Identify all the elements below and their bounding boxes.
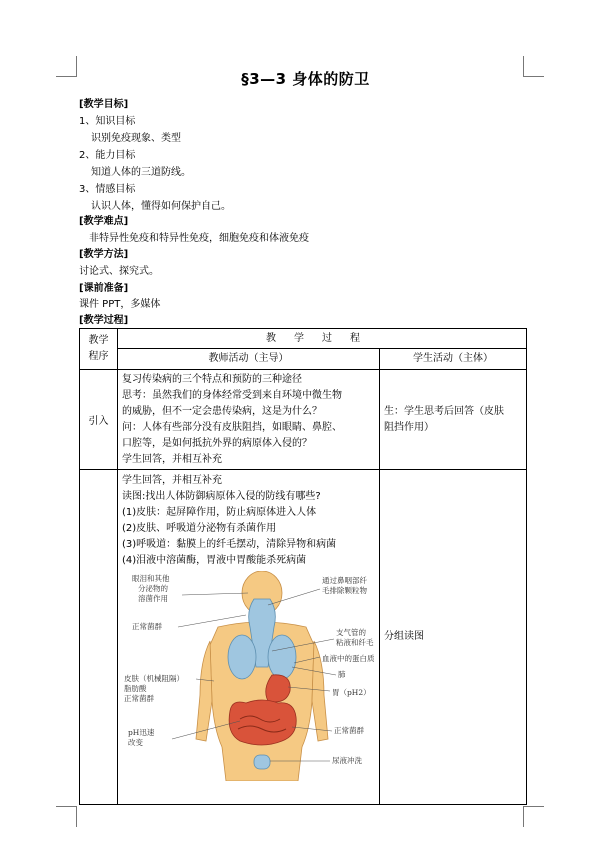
prep-heading: [课前准备] [79,283,129,294]
label-urine: 尿液冲洗 [332,756,362,765]
label-tears: 溶菌作用 [138,594,168,603]
teacher-activity-intro [118,370,380,470]
process-table [79,328,527,805]
process-heading: [教学过程] [79,315,129,326]
prep-text: 课件 PPT，多媒体 [79,299,161,310]
teacher-line: (2)皮肤、呼吸道分泌物有杀菌作用 [122,523,277,534]
student-line: 分组读图 [384,631,424,642]
teacher-line: 读图:找出人体防御病原体入侵的防线有哪些? [122,491,321,502]
teacher-line: 学生回答，并相互补充 [122,453,222,465]
stomach-shape [266,675,290,702]
teacher-line: 复习传染病的三个特点和预防的三种途径 [122,373,302,385]
crop-mark-bottom-left [56,806,77,827]
program-header-cell [80,329,118,370]
difficulty-text: 非特异性免疫和特异性免疫，细胞免疫和体液免疫 [89,233,309,244]
label-ph: pH迅速 [128,728,155,737]
teacher-activity-reading [118,470,380,805]
goal1-label: 1、知识目标 [79,116,136,127]
label-nasal-hair: 通过鼻咽部纤 [322,576,367,585]
student-activity-intro [380,370,527,470]
label-bronchi: 粘液和纤毛 [336,638,374,647]
right-lung-shape [268,635,296,679]
left-lung-shape [228,635,256,679]
label-normal-flora: 正常菌群 [132,622,162,631]
goal1-text: 识别免疫现象、类型 [91,133,181,144]
teacher-line: 口腔等，是如何抵抗外界的病原体入侵的？ [122,437,312,449]
goal3-label: 3、情感目标 [79,184,136,195]
difficulty-heading: [教学难点] [79,216,129,227]
leader-line [182,593,248,595]
method-heading: [教学方法] [79,249,129,260]
process-header: 教学过程 [118,329,527,349]
teacher-activity-header: 教师活动（主导） [118,349,380,370]
student-activity-reading [380,470,527,805]
teacher-line: 的威胁，但不一定会患传染病，这是为什么？ [122,405,322,417]
student-line: 生：学生思考后回答（皮肤 [384,405,504,417]
label-blood-protein: 血液中的蛋白质 [322,654,375,663]
page-title: §3—3 身体的防卫 [241,70,370,88]
label-lung: 肺 [338,670,346,679]
label-stomach: 胃（pH2） [332,688,371,697]
bladder-shape [254,755,270,769]
goal3-text: 认识人体，懂得如何保护自己。 [91,201,231,212]
label-normal-flora: 正常菌群 [334,726,364,735]
student-activity-header: 学生活动（主体） [380,349,527,370]
goal2-label: 2、能力目标 [79,150,136,161]
teacher-line: (4)泪液中溶菌酶，胃液中胃酸能杀死病菌 [122,555,307,566]
label-fatty-acid: 脂肪酸 [124,684,147,693]
goal2-text: 知道人体的三道防线。 [91,167,191,178]
method-text: 讨论式、探究式。 [79,266,159,277]
left-arm-shape [196,641,212,741]
intestine-shape [229,700,296,745]
body-defense-diagram [122,571,382,781]
label-tears: 眼泪和其他 [132,574,170,583]
label-bronchi: 支气管的 [336,628,366,637]
student-line: 阻挡作用） [384,421,434,433]
program-label-line2: 程序 [88,351,109,362]
teacher-line: (1)皮肤：起屏障作用，防止病原体进入人体 [122,507,317,518]
label-tears: 分泌物的 [138,584,168,593]
label-ph: 改变 [128,738,143,747]
goals-heading: [教学目标] [79,99,129,110]
label-normal-flora: 正常菌群 [124,694,154,703]
label-nasal-hair: 毛排除颗粒物 [322,586,367,595]
program-label-line1: 教学 [88,335,109,346]
stage-intro: 引入 [80,370,118,470]
teacher-line: 学生回答，并相互补充 [122,475,222,486]
teacher-line: (3)呼吸道：黏膜上的纤毛摆动，清除异物和病菌 [122,539,337,550]
label-skin: 皮肤（机械阻隔） [124,674,184,683]
teacher-line: 问：人体有些部分没有皮肤阻挡，如眼睛、鼻腔、 [122,421,342,433]
crop-mark-bottom-right [523,806,544,827]
teacher-line: 思考：虽然我们的身体经常受到来自环境中微生物 [122,389,342,401]
stage-reading [80,470,118,805]
